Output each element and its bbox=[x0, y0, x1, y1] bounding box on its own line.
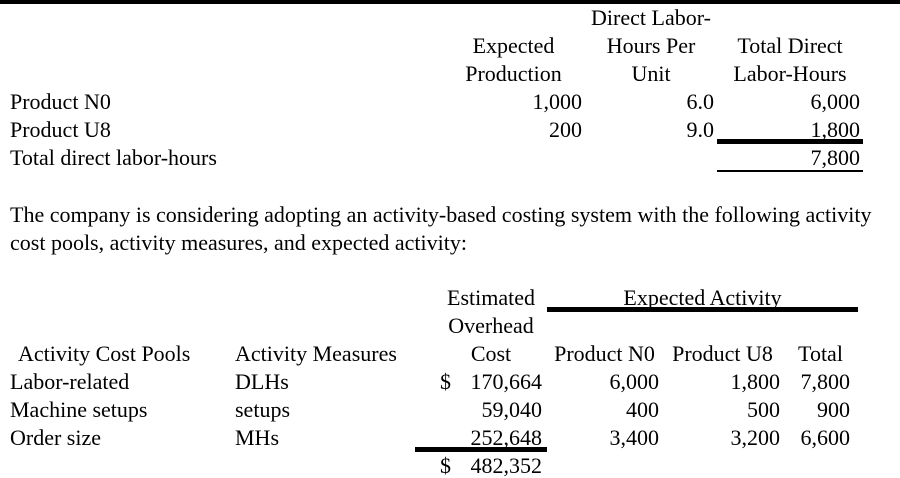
spacer-cell bbox=[442, 144, 585, 172]
table-header-row bbox=[0, 60, 863, 88]
header-activity-measures: Activity Measures bbox=[235, 341, 397, 366]
header-overhead: Overhead bbox=[448, 313, 534, 338]
overhead-cost-cell bbox=[415, 424, 547, 452]
header-product-n0: Product N0 bbox=[554, 341, 655, 366]
activity-total-value: 7,800 bbox=[800, 369, 850, 394]
product-u8-value: 500 bbox=[747, 397, 780, 422]
spacer-cell bbox=[662, 452, 783, 478]
spacer-cell bbox=[547, 312, 662, 340]
product-u8-value: 1,800 bbox=[730, 369, 780, 394]
total-dlh-value: 1,800 bbox=[717, 116, 863, 144]
table-header-row bbox=[0, 32, 863, 60]
activity-measure-label: MHs bbox=[235, 425, 280, 450]
overhead-cost-cell bbox=[435, 396, 547, 424]
overhead-cost-value: 252,648 bbox=[470, 425, 542, 450]
grand-total-dlh-value: 7,800 bbox=[717, 144, 863, 172]
activity-pool-label: Labor-related bbox=[10, 369, 130, 394]
header-direct-labor: Direct Labor- bbox=[591, 5, 711, 30]
direct-labor-hours-table bbox=[0, 4, 863, 172]
table-header-row bbox=[0, 4, 863, 32]
row-label: Product U8 bbox=[10, 117, 111, 142]
table-row bbox=[10, 368, 858, 396]
spacer-cell bbox=[230, 312, 435, 340]
spacer-cell bbox=[547, 452, 662, 478]
header-product-u8: Product U8 bbox=[672, 341, 773, 366]
header-labor-hours: Labor-Hours bbox=[733, 61, 847, 86]
overhead-cost-value: 170,664 bbox=[470, 369, 542, 394]
total-row-label: Total direct labor-hours bbox=[10, 145, 217, 170]
header-cost: Cost bbox=[470, 341, 512, 366]
product-n0-value: 6,000 bbox=[609, 369, 659, 394]
spacer-cell bbox=[442, 4, 585, 32]
spacer-cell bbox=[585, 144, 717, 172]
activity-measure-label: setups bbox=[235, 397, 290, 422]
table-row bbox=[10, 396, 858, 424]
spacer-cell bbox=[662, 312, 783, 340]
header-activity-cost-pools: Activity Cost Pools bbox=[18, 341, 191, 366]
hours-per-unit-value: 6.0 bbox=[686, 89, 714, 114]
hours-per-unit-value: 9.0 bbox=[686, 117, 714, 142]
spacer-cell bbox=[0, 60, 442, 88]
product-n0-value: 3,400 bbox=[609, 425, 659, 450]
total-dlh-value: 6,000 bbox=[810, 89, 860, 114]
header-estimated: Estimated bbox=[447, 285, 535, 310]
activity-total-value: 6,600 bbox=[800, 425, 850, 450]
header-hours-per: Hours Per bbox=[606, 33, 696, 58]
header-expected: Expected bbox=[472, 33, 555, 58]
spacer-cell bbox=[0, 4, 442, 32]
total-overhead-cost-value: 482,352 bbox=[470, 453, 542, 478]
activity-total-value: 900 bbox=[817, 397, 850, 422]
spacer-cell bbox=[10, 284, 230, 312]
table-total-row bbox=[10, 452, 858, 478]
table-row bbox=[0, 88, 863, 116]
table-header-row bbox=[10, 284, 858, 312]
intro-paragraph: The company is considering adopting an activity-based costing system with the following activity cost pools, activity measures, and expected activity: bbox=[10, 202, 872, 255]
table-total-row bbox=[0, 144, 863, 172]
currency-symbol: $ bbox=[440, 369, 451, 394]
product-n0-value: 400 bbox=[626, 397, 659, 422]
table-row bbox=[10, 424, 858, 452]
total-overhead-cost-cell bbox=[435, 452, 547, 478]
product-u8-value: 3,200 bbox=[730, 425, 780, 450]
spacer-cell bbox=[10, 452, 230, 478]
activity-pool-label: Machine setups bbox=[10, 397, 148, 422]
spacer-cell bbox=[783, 312, 858, 340]
spacer-cell bbox=[230, 284, 435, 312]
header-expected-activity: Expected Activity bbox=[547, 284, 858, 312]
header-unit: Unit bbox=[631, 61, 671, 86]
table-header-row bbox=[10, 340, 858, 368]
currency-symbol: $ bbox=[440, 453, 451, 478]
activity-pool-label: Order size bbox=[10, 425, 102, 450]
overhead-cost-value: 59,040 bbox=[481, 397, 542, 422]
abc-activity-table bbox=[10, 284, 858, 478]
header-production: Production bbox=[465, 61, 562, 86]
header-total-direct: Total Direct bbox=[737, 33, 843, 58]
header-total: Total bbox=[798, 341, 843, 366]
spacer-cell bbox=[230, 452, 435, 478]
spacer-cell bbox=[10, 312, 230, 340]
overhead-cost-cell bbox=[435, 368, 547, 396]
spacer-cell bbox=[0, 32, 442, 60]
table-row bbox=[0, 116, 863, 144]
spacer-cell bbox=[783, 452, 858, 478]
expected-production-value: 200 bbox=[549, 117, 582, 142]
activity-measure-label: DLHs bbox=[235, 369, 289, 394]
expected-production-value: 1,000 bbox=[532, 89, 582, 114]
row-label: Product N0 bbox=[10, 89, 111, 114]
table-header-row bbox=[10, 312, 858, 340]
spacer-cell bbox=[717, 4, 863, 32]
